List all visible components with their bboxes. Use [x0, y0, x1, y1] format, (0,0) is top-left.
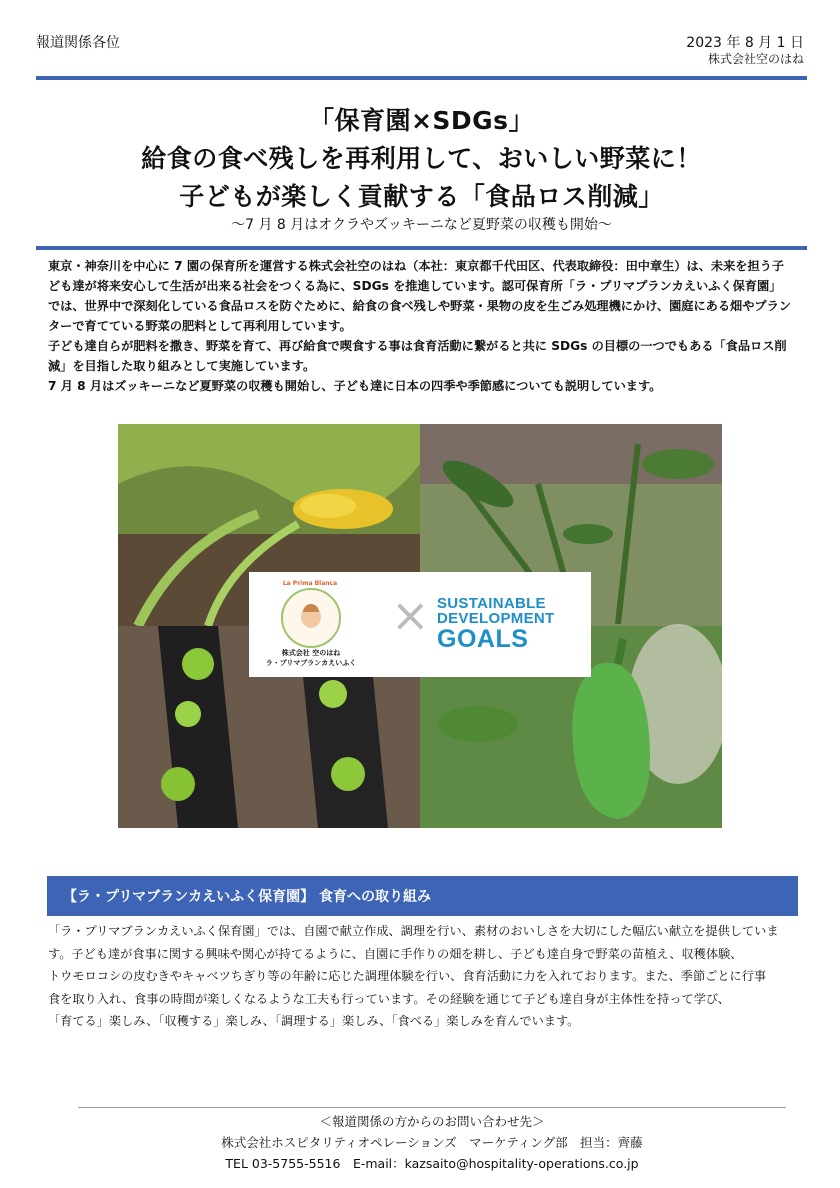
logo-company: 株式会社 空のはね [281, 649, 341, 657]
subtitle: ～7 月 8 月はオクラやズッキーニなど夏野菜の収穫も開始～ [231, 217, 612, 233]
sdgs-logo [437, 596, 554, 652]
issuer-company: 株式会社空のはね [707, 52, 804, 66]
footer-divider [78, 1107, 786, 1108]
vegetable-photo-collage [118, 424, 722, 828]
body-line: トウモロコシの皮むきやキャベツちぎり等の年齢に応じた調理体験を行い、食育活動に力を入れております。また、季節ごとに行事 [48, 969, 767, 983]
section-body [48, 920, 798, 1033]
section-header [47, 876, 798, 916]
title-divider [36, 246, 807, 250]
title-line-1: 「保育園×SDGs」 [308, 106, 535, 135]
body-line: 「育てる」楽しみ、「収穫する」楽しみ、「調理する」楽しみ、「食べる」楽しみを育んでいます。 [48, 1014, 580, 1028]
section-title: 【ラ・プリマブランカえいふく保育園】 食育への取り組み [63, 889, 432, 905]
intro-paragraph: 7 月 8 月はズッキーニなど夏野菜の収穫も開始し、子ども達に日本の四季や季節感についても説明しています。 [48, 379, 662, 393]
sdgs-word-3: GOALS [437, 625, 529, 653]
footer-heading: ＜報道関係の方からのお問い合わせ先＞ [319, 1114, 545, 1129]
logo-top-text: La Prima Blanca [282, 580, 338, 587]
intro-text [48, 256, 793, 396]
logo-card [249, 572, 591, 677]
times-symbol: × [391, 588, 430, 642]
intro-paragraph: 子ども達自らが肥料を撒き、野菜を育て、再び給食で喫食する事は食育活動に繋がると共に SDGs の目標の一つでもある「食品ロス削減」を目指した取り組みとして実施しています。 [48, 339, 787, 373]
intro-paragraph: 東京・神奈川を中心に 7 園の保育所を運営する株式会社空のはね（本社：東京都千代田区、代表取締役：田中章生）は、未来を担う子ども達が将来安心して生活が出来る社会をつくる為に、SDGs を推進しています。認可保育所「ラ・プリマプランカえいふく保育園」では、世界中で深刻化している食品ロスを防ぐために、給食の食べ残しや野菜・果物の皮を生ごみ処理機にかけ、園庭にある畑やプランターで育てている野菜の肥料として再利用しています。 [48, 259, 791, 333]
release-date: 2023 年 8 月 1 日 [686, 35, 804, 51]
footer-tel-email: TEL 03-5755-5516 E-mail：kazsaito@hospitality-operations.co.jp [225, 1156, 639, 1171]
title-line-3: 子どもが楽しく貢献する「食品ロス削減」 [179, 182, 664, 211]
top-divider [36, 76, 807, 80]
sdgs-word-1: SUSTAINABLE [437, 595, 546, 612]
logo-school: ラ・プリマブランカえいふく [265, 659, 357, 667]
body-line: 食を取り入れ、食事の時間が楽しくなるような工夫も行っています。その経験を通じて子ども達自身が主体性を持って学び、 [48, 991, 730, 1006]
sdgs-word-2: DEVELOPMENT [437, 610, 555, 627]
addressee: 報道関係各位 [36, 35, 120, 51]
body-line: 「ラ・プリマブランカえいふく保育園」では、自園で献立作成、調理を行い、素材のおいしさを大切にした幅広い献立を提供していま [48, 924, 779, 938]
footer-contact: 株式会社ホスピタリティオペレーションズ マーケティング部 担当：齊藤 [221, 1135, 643, 1150]
title-line-2: 給食の食べ残しを再利用して、おいしい野菜に！ [141, 144, 702, 173]
school-logo-icon [281, 588, 341, 648]
body-line: す。子ども達が食事に関する興味や関心が持てるように、自園に手作りの畑を耕し、子ども達自身で野菜の苗植え、収穫体験、 [48, 946, 743, 961]
press-title [36, 102, 807, 216]
